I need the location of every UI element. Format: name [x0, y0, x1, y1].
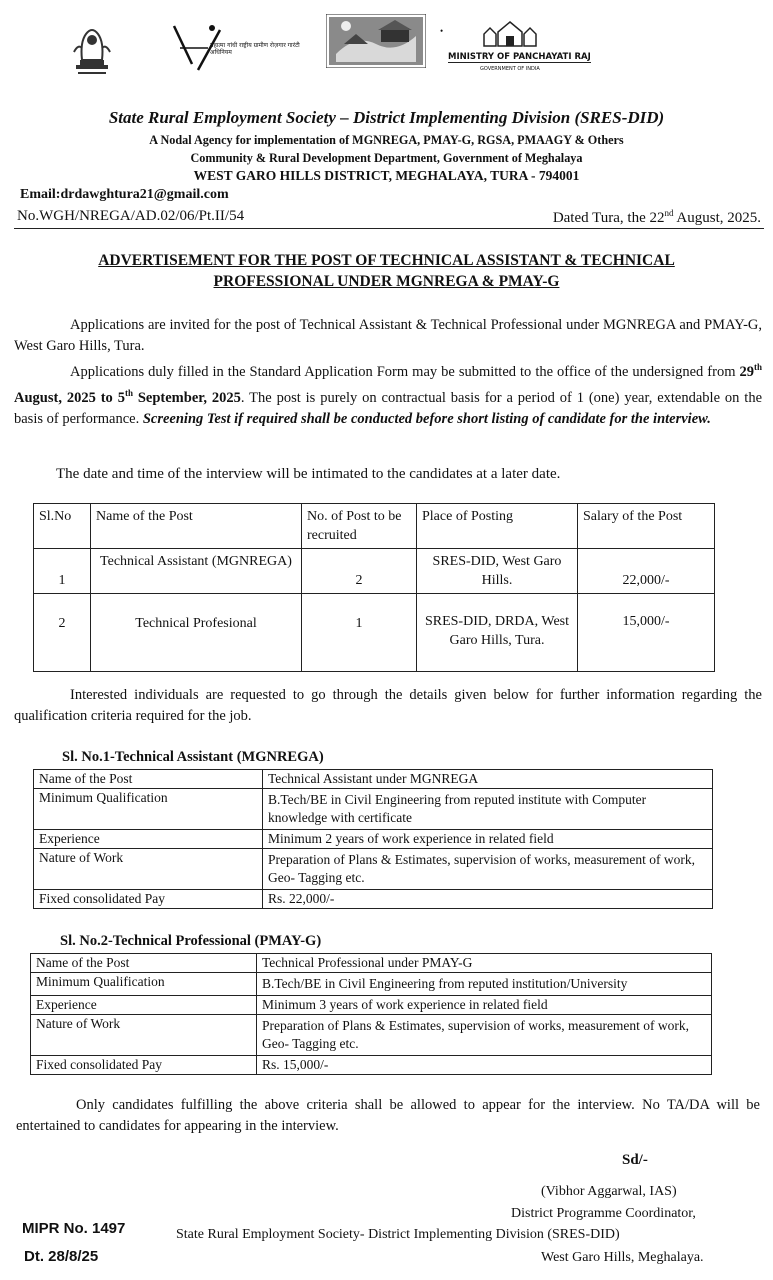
sl-cell: 2	[34, 594, 91, 672]
label-cell: Nature of Work	[31, 1015, 257, 1056]
interview-notice: The date and time of the interview will be intimated to the candidates at a later date.	[56, 466, 561, 482]
mipr-number: MIPR No. 1497	[22, 1220, 126, 1237]
value-cell: Preparation of Plans & Estimates, supervision of works, measurement of work, Geo- Tagging etc.	[257, 1015, 712, 1056]
application-paragraph: Applications duly filled in the Standard Application Form may be submitted to the office of the undersigned from 29th August, 2025 to 5th September, 2025. The post is purely on contractual basis for a period of 1 (one) year, extendable on the basis of performance. Screening Test if required shall be conducted before short listing of candidate for the interview.	[14, 362, 762, 427]
label-cell: Minimum Qualification	[34, 789, 263, 830]
label-cell: Experience	[31, 996, 257, 1015]
mipr-date: Dt. 28/8/25	[24, 1248, 99, 1265]
value-cell: Rs. 22,000/-	[263, 890, 713, 909]
reference-number: No.WGH/NREGA/AD.02/06/Pt.II/54	[17, 208, 245, 224]
table-row	[31, 954, 712, 973]
header-cell: Name of the Post	[91, 504, 302, 549]
place-cell: SRES-DID, DRDA, West Garo Hills, Tura.	[417, 594, 578, 672]
section1-table	[33, 769, 713, 909]
label-cell: Minimum Qualification	[31, 973, 257, 996]
label-cell: Experience	[34, 830, 263, 849]
table-row	[31, 973, 712, 996]
post-name-cell: Technical Profesional	[91, 594, 302, 672]
posts-table	[33, 503, 715, 672]
value-cell: Minimum 3 years of work experience in related field	[257, 996, 712, 1015]
table-row	[34, 890, 713, 909]
header-cell: Place of Posting	[417, 504, 578, 549]
table-row	[34, 789, 713, 830]
table-row	[34, 830, 713, 849]
table-header-row	[34, 504, 715, 549]
emblem-icon	[66, 20, 118, 78]
email-address: Email:drdawghtura21@gmail.com	[20, 187, 229, 202]
closing-paragraph: Only candidates fulfilling the above criteria shall be allowed to appear for the interview. No TA/DA will be entertained to candidates for appearing in the interview.	[16, 1097, 760, 1134]
salary-cell: 22,000/-	[578, 549, 715, 594]
count-cell: 1	[302, 594, 417, 672]
value-cell: B.Tech/BE in Civil Engineering from reputed institute with Computer knowledge with certificate	[263, 789, 713, 830]
salary-cell: 15,000/-	[578, 594, 715, 672]
value-cell: Technical Assistant under MGNREGA	[263, 770, 713, 789]
dated-line: Dated Tura, the 22nd August, 2025.	[552, 208, 761, 226]
value-cell: Rs. 15,000/-	[257, 1056, 712, 1075]
advertisement-title: ADVERTISEMENT FOR THE POST OF TECHNICAL ASSISTANT & TECHNICAL PROFESSIONAL UNDER MGNREGA & PMAY-G	[98, 252, 675, 290]
label-cell: Name of the Post	[31, 954, 257, 973]
header-divider	[14, 228, 764, 229]
signatory-organization: State Rural Employment Society- District Implementing Division (SRES-DID)	[176, 1227, 620, 1242]
section2-heading: Sl. No.2-Technical Professional (PMAY-G)	[60, 933, 322, 949]
label-cell: Fixed consolidated Pay	[31, 1056, 257, 1075]
label-cell: Nature of Work	[34, 849, 263, 890]
signatory-place: West Garo Hills, Meghalaya.	[541, 1250, 704, 1265]
header-cell: No. of Post to be recruited	[302, 504, 417, 549]
district-address: WEST GARO HILLS DISTRICT, MEGHALAYA, TURA - 794001	[193, 168, 580, 183]
section2-table	[30, 953, 712, 1075]
department-line: Community & Rural Development Department, Government of Meghalaya	[190, 151, 583, 165]
label-cell: Name of the Post	[34, 770, 263, 789]
table-row	[31, 1056, 712, 1075]
table-row	[34, 849, 713, 890]
ministry-panchayati-raj-logo: • MINISTRY OF PANCHAYATI RAJ GOVERNMENT OF INDIA	[440, 20, 570, 80]
signatory-name: (Vibhor Aggarwal, IAS)	[541, 1184, 677, 1199]
sd-mark: Sd/-	[622, 1152, 648, 1168]
value-cell: Technical Professional under PMAY-G	[257, 954, 712, 973]
interested-paragraph: Interested individuals are requested to go through the details given below for further information regarding the qualification criteria required for the job.	[14, 687, 762, 724]
organization-title: State Rural Employment Society – District Implementing Division (SRES-DID)	[108, 108, 665, 127]
count-cell: 2	[302, 549, 417, 594]
post-name-cell: Technical Assistant (MGNREGA)	[91, 549, 302, 594]
table-row	[34, 549, 715, 594]
place-cell: SRES-DID, West Garo Hills.	[417, 549, 578, 594]
value-cell: B.Tech/BE in Civil Engineering from reputed institution/University	[257, 973, 712, 996]
sl-cell: 1	[34, 549, 91, 594]
header-cell: Salary of the Post	[578, 504, 715, 549]
pmay-logo	[326, 14, 426, 68]
table-row	[34, 770, 713, 789]
value-cell: Preparation of Plans & Estimates, supervision of works, measurement of work, Geo- Tagging etc.	[263, 849, 713, 890]
signatory-designation: District Programme Coordinator,	[511, 1206, 696, 1221]
header-cell: Sl.No	[34, 504, 91, 549]
table-row	[34, 594, 715, 672]
label-cell: Fixed consolidated Pay	[34, 890, 263, 909]
invitation-paragraph: Applications are invited for the post of Technical Assistant & Technical Professional under MGNREGA and PMAY-G, West Garo Hills, Tura.	[14, 317, 762, 354]
section1-heading: Sl. No.1-Technical Assistant (MGNREGA)	[62, 749, 324, 765]
table-row	[31, 996, 712, 1015]
nodal-agency-line: A Nodal Agency for implementation of MGNREGA, PMAY-G, RGSA, PMAAGY & Others	[149, 133, 624, 147]
value-cell: Minimum 2 years of work experience in related field	[263, 830, 713, 849]
mgnrega-logo: महात्मा गांधी राष्ट्रीय ग्रामीण रोज़गार गारंटी अधिनियम	[168, 20, 288, 76]
table-row	[31, 1015, 712, 1056]
